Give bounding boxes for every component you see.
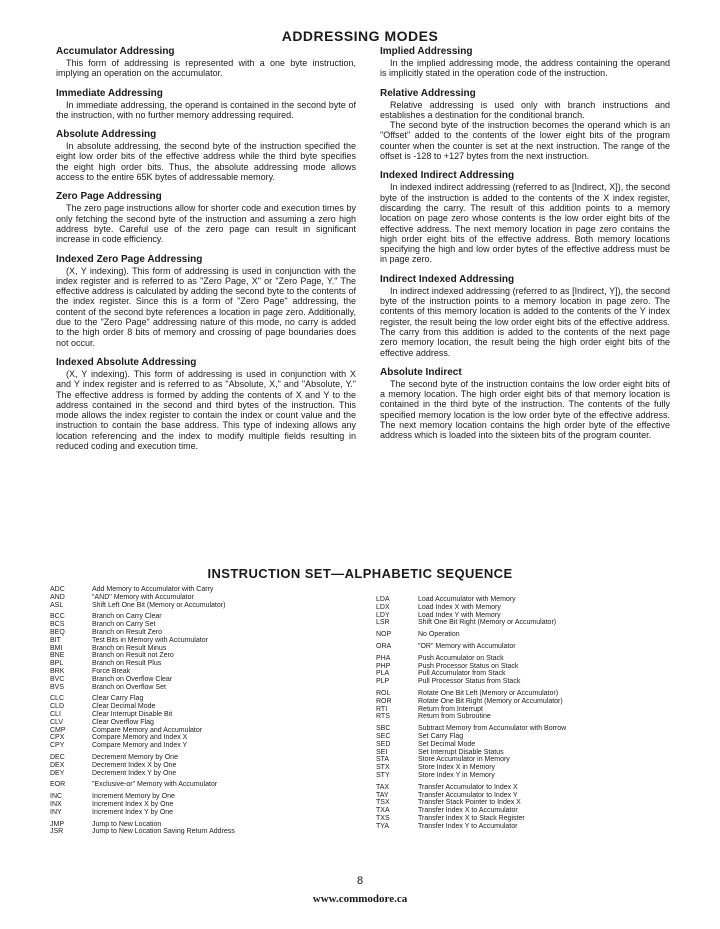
instruction-mnemonic: SEI [376,748,388,756]
instruction-mnemonic: EOR [50,781,66,789]
instruction-mnemonic: BNE [50,652,65,660]
instruction-row [50,637,370,645]
instruction-description: Test Bits in Memory with Accumulator [92,636,208,644]
instruction-description: Shift One Bit Right (Memory or Accumulator) [418,619,557,627]
instruction-description: Set Decimal Mode [418,740,476,748]
instruction-description: Set Interrupt Disable Status [418,748,504,756]
instruction-description: Compare Memory and Accumulator [92,726,203,734]
instruction-mnemonic: BIT [50,636,61,644]
instruction-row [50,793,370,801]
instruction-row [376,741,676,749]
section-heading: Implied Addressing [380,46,473,57]
instruction-set-title: INSTRUCTION SET—ALPHABETIC SEQUENCE [207,566,513,581]
instruction-description: Clear Interrupt Disable Bit [92,710,173,718]
instruction-row [376,698,676,706]
instruction-mnemonic: ORA [376,642,392,650]
instruction-row [50,734,370,742]
instruction-description: Branch on Overflow Clear [92,675,173,683]
instruction-row [50,821,370,829]
instruction-row [376,764,676,772]
instruction-mnemonic: STY [376,771,390,779]
instruction-description: "OR" Memory with Accumulator [418,642,516,650]
instruction-mnemonic: DEX [50,761,65,769]
instruction-mnemonic: BMI [50,644,63,652]
instruction-description: Increment Index X by One [92,800,174,808]
instruction-row [50,695,370,703]
instruction-description: Decrement Memory by One [92,753,178,761]
section-heading: Immediate Addressing [56,87,163,99]
section-paragraph: The zero page instructions allow for shorter code and execution times by only fetching the second byte of the instruction and assuming a zero high address byte. Careful use of the zero page can result in significant increase in code efficiency. [56,203,356,245]
instruction-row [376,612,676,620]
instruction-description: Push Processor Status on Stack [418,662,519,670]
instruction-description: Pull Processor Status from Stack [418,678,521,686]
instruction-description: Push Accumulator on Stack [418,654,504,662]
instruction-mnemonic: BCS [50,621,65,629]
instruction-description: No Operation [418,631,460,639]
instruction-row [50,645,370,653]
page-title: ADDRESSING MODES [281,28,439,44]
instruction-description: Store Accumulator in Memory [418,756,510,764]
instruction-description: Rotate One Bit Right (Memory or Accumulator) [418,697,563,705]
instruction-row [50,668,370,676]
instruction-mnemonic: BPL [50,660,64,668]
section-paragraph: Relative addressing is used only with branch instructions and establishes a destination for the conditional branch. [380,99,670,120]
instruction-row [376,784,676,792]
addressing-section [56,254,356,348]
instruction-row [376,604,676,612]
instruction-mnemonic: INC [50,793,63,801]
instruction-row [50,809,370,817]
instruction-description: Transfer Accumulator to Index Y [418,791,518,799]
instruction-description: Decrement Index Y by One [92,769,177,777]
instruction-description: Branch on Carry Set [92,621,156,629]
instruction-description: Force Break [92,667,131,675]
instruction-row [50,613,370,621]
instruction-mnemonic: BRK [50,667,65,675]
instruction-description: Compare Memory and Index X [92,734,188,742]
section-paragraph: The second byte of the instruction contains the low order eight bits of a memory location. The high order eight bits of that memory location is contained in the third byte of the instruction. The contents of the fully specified memory location is the low order byte of the effective address. The next memory location contains the high order byte of the effective address which is loaded into the sixteen bits of the program counter. [380,378,670,441]
page-number: 8 [356,875,364,887]
instruction-description: Compare Memory and Index Y [92,742,188,750]
instruction-row [376,725,676,733]
section-paragraph: In immediate addressing, the operand is contained in the second byte of the instruction, with no further memory addressing required. [56,99,356,120]
instruction-description: Increment Memory by One [92,793,175,801]
instruction-description: Shift Left One Bit (Memory or Accumulator) [92,601,226,609]
instruction-row [376,756,676,764]
instruction-mnemonic: ADC [50,586,65,593]
instruction-description: Branch on Carry Clear [92,613,162,621]
instruction-description: Jump to New Location [92,820,162,828]
instruction-description: Clear Decimal Mode [92,703,156,711]
instruction-mnemonic: SED [376,740,391,748]
instruction-mnemonic: PLP [376,678,390,686]
section-paragraph: (X, Y indexing). This form of addressing is used in conjunction with the index register and is referred to as "Zero Page, X" or "Zero Page, Y." The effective address is calculated by adding the second byte to the contents of the index register. Since this is a form of "Zero Page" addressing, the content of the second byte references a location in page zero. Additionally, due to the "Zero Page" addressing nature of this mode, no carry is added to the high order 8 bits of memory and crossing of page boundaries does not occur. [56,265,356,348]
instruction-mnemonic: CPX [50,734,65,742]
instruction-mnemonic: TYA [376,822,390,830]
instruction-mnemonic: BCC [50,613,65,621]
section-heading: Indexed Indirect Addressing [380,170,515,182]
instruction-description: Transfer Index X to Stack Register [418,814,525,822]
instruction-description: Transfer Stack Pointer to Index X [418,799,521,807]
instruction-row [50,602,370,610]
instruction-description: Increment Index Y by One [92,808,174,816]
addressing-section [56,46,356,79]
instruction-description: Add Memory to Accumulator with Carry [92,586,214,593]
instruction-row [376,807,676,815]
addressing-section [56,88,356,121]
instruction-row [376,619,676,627]
instruction-description: Load Index X with Memory [418,603,501,611]
instruction-row [50,676,370,684]
instruction-mnemonic: TAY [376,791,389,799]
instruction-mnemonic: DEY [50,769,65,777]
instruction-mnemonic: STA [376,756,390,764]
instruction-row [376,799,676,807]
instruction-mnemonic: LDY [376,611,390,619]
instruction-mnemonic: CPY [50,742,65,750]
instruction-description: Transfer Index X to Accumulator [418,807,518,815]
instruction-row [50,762,370,770]
section-paragraph: In absolute addressing, the second byte of the instruction specified the eight low order bits of the effective address while the third byte specifies the eight high order bits. Thus, the absolute addressing mode allows access to the entire 65K bytes of addressable memory. [56,141,356,183]
section-heading: Absolute Indirect [380,366,462,378]
instruction-row [50,781,370,789]
instruction-description: Load Accumulator with Memory [418,596,516,603]
instruction-mnemonic: ASL [50,601,64,609]
addressing-section [56,357,356,451]
instruction-row [376,670,676,678]
instruction-description: Jump to New Location Saving Return Address [92,828,235,836]
instruction-mnemonic: TAX [376,783,390,791]
instruction-row [50,742,370,750]
instruction-description: Return from Interrupt [418,705,483,713]
instruction-mnemonic: ROL [376,689,391,697]
section-heading: Zero Page Addressing [56,191,162,203]
instruction-mnemonic: CLC [50,695,65,703]
addressing-section [380,367,670,441]
instruction-mnemonic: LDX [376,603,390,611]
addressing-modes-left-column [56,46,356,460]
instruction-row [376,815,676,823]
instruction-description: Transfer Accumulator to Index X [418,783,518,791]
instruction-row [376,733,676,741]
instruction-description: Branch on Overflow Set [92,683,166,691]
instruction-mnemonic: INY [50,808,62,816]
instruction-row [376,663,676,671]
instruction-mnemonic: PLA [376,670,390,678]
instruction-mnemonic: TSX [376,799,390,807]
instruction-row [50,703,370,711]
instruction-row [376,631,676,639]
section-heading: Indirect Indexed Addressing [380,273,515,285]
instruction-description: Branch on Result not Zero [92,652,174,660]
instruction-mnemonic: DEC [50,753,65,761]
instruction-row [50,660,370,668]
instruction-description: Branch on Result Minus [92,644,167,652]
instruction-row [376,678,676,686]
instruction-row [376,823,676,831]
instruction-row [50,801,370,809]
instruction-mnemonic: SBC [376,725,391,733]
instruction-mnemonic: SEC [376,732,391,740]
section-paragraph: (X, Y indexing). This form of addressing is used in conjunction with X and Y index register and is referred to as "Absolute, X," and "Absolute, Y." The effective address is formed by adding the contents of X and Y to the address contained in the second and third bytes of the instruction. This mode allows the index register to contain the index or count value and the instruction to contain the base address. This type of indexing allows any location referencing and the index to modify multiple fields resulting in reduced coding and execution time. [56,368,356,452]
instruction-row [376,643,676,651]
instruction-mnemonic: RTI [376,705,388,713]
addressing-section [56,129,356,182]
instruction-description: "Exclusive-or" Memory with Accumulator [92,781,218,789]
instruction-mnemonic: CLD [50,703,65,711]
instruction-row [50,727,370,735]
addressing-modes-right-column [380,46,670,450]
instruction-row [376,713,676,721]
instruction-mnemonic: PHP [376,662,391,670]
instruction-row [50,652,370,660]
section-paragraph: The second byte of the instruction becomes the operand which is an "Offset" added to the contents of the lower eight bits of the program counter when the counter is set at the next instruction. The range of the offset is -128 to +127 bytes from the next instruction. [380,120,670,162]
section-paragraph: In indexed indirect addressing (referred to as [Indirect, X]), the second byte of the instruction is added to the contents of the X index register, discarding the carry. The result of this addition points to a memory location on page zero whose contents is the low order eight bits of the effective address. The next memory location in page zero contains the high order eight bits of the effective address. Both memory locations specifying the high and low order bytes of the effective address must be in page zero. [380,182,670,265]
instruction-row [50,828,370,836]
instruction-mnemonic: STX [376,764,390,772]
section-heading: Absolute Addressing [56,129,157,141]
instruction-description: Store Index X in Memory [418,764,496,772]
instruction-description: Clear Overflow Flag [92,718,154,726]
instruction-description: Branch on Result Zero [92,628,163,636]
instruction-description: Subtract Memory from Accumulator with Borrow [418,725,567,733]
instruction-row [50,770,370,778]
instruction-mnemonic: ROR [376,697,392,705]
section-paragraph: This form of addressing is represented with a one byte instruction, implying an operation on the accumulator. [56,58,356,79]
section-heading: Indexed Zero Page Addressing [56,253,203,265]
instruction-mnemonic: TXS [376,814,390,822]
instruction-mnemonic: BVS [50,683,65,691]
instruction-row [50,754,370,762]
addressing-section [56,191,356,244]
instruction-mnemonic: BEQ [50,628,65,636]
instruction-row [376,749,676,757]
instruction-description: Clear Carry Flag [92,695,144,703]
instruction-row [376,706,676,714]
instruction-description: Load Index Y with Memory [418,611,501,619]
instruction-description: "AND" Memory with Accumulator [92,593,194,601]
instruction-mnemonic: CMP [50,726,66,734]
addressing-section [380,46,670,79]
instruction-mnemonic: BVC [50,675,65,683]
instruction-mnemonic: LDA [376,596,390,603]
instruction-description: Branch on Result Plus [92,660,162,668]
instruction-mnemonic: CLV [50,718,64,726]
instruction-description: Decrement Index X by One [92,761,177,769]
watermark-text: www.commodore.ca [312,893,408,905]
instruction-row [50,719,370,727]
section-heading: Accumulator Addressing [56,46,175,57]
instruction-mnemonic: JMP [50,820,64,828]
instruction-row [50,629,370,637]
instruction-description: Set Carry Flag [418,732,464,740]
instruction-description: Store Index Y in Memory [418,771,495,779]
instruction-mnemonic: INX [50,800,62,808]
instruction-row [50,621,370,629]
instruction-description: Pull Accumulator from Stack [418,670,506,678]
instruction-description: Transfer Index Y to Accumulator [418,822,518,830]
instruction-description: Rotate One Bit Left (Memory or Accumulator) [418,689,559,697]
addressing-section [380,170,670,264]
addressing-section [380,274,670,358]
section-paragraph: In the implied addressing mode, the address containing the operand is implicitly stated in the operation code of the instruction. [380,58,670,79]
instruction-row [50,711,370,719]
instruction-row [376,596,676,604]
instruction-mnemonic: TXA [376,807,390,815]
section-paragraph: In indirect indexed addressing (referred to as [Indirect, Y]), the second byte of the instruction points to a memory location in page zero. The contents of this memory location is added to the contents of the Y index register, the result being the low order eight bits of the effective address. The carry from this addition is added to the contents of the next page zero memory location, the result being the high order eight bits of the effective address. [380,285,670,358]
instruction-row [376,690,676,698]
instruction-row [50,594,370,602]
instruction-list-right [376,596,676,831]
instruction-row [50,586,370,594]
instruction-row [50,684,370,692]
section-heading: Indexed Absolute Addressing [56,356,197,368]
instruction-row [376,772,676,780]
addressing-section [380,88,670,162]
instruction-mnemonic: PHA [376,654,391,662]
instruction-mnemonic: JSR [50,828,64,836]
instruction-mnemonic: LSR [376,619,390,627]
instruction-mnemonic: CLI [50,710,61,718]
instruction-list-left [50,586,370,836]
instruction-mnemonic: RTS [376,713,390,721]
instruction-row [376,792,676,800]
instruction-mnemonic: AND [50,593,65,601]
section-heading: Relative Addressing [380,87,476,99]
instruction-mnemonic: NOP [376,631,392,639]
instruction-row [376,655,676,663]
instruction-description: Return from Subroutine [418,713,491,721]
